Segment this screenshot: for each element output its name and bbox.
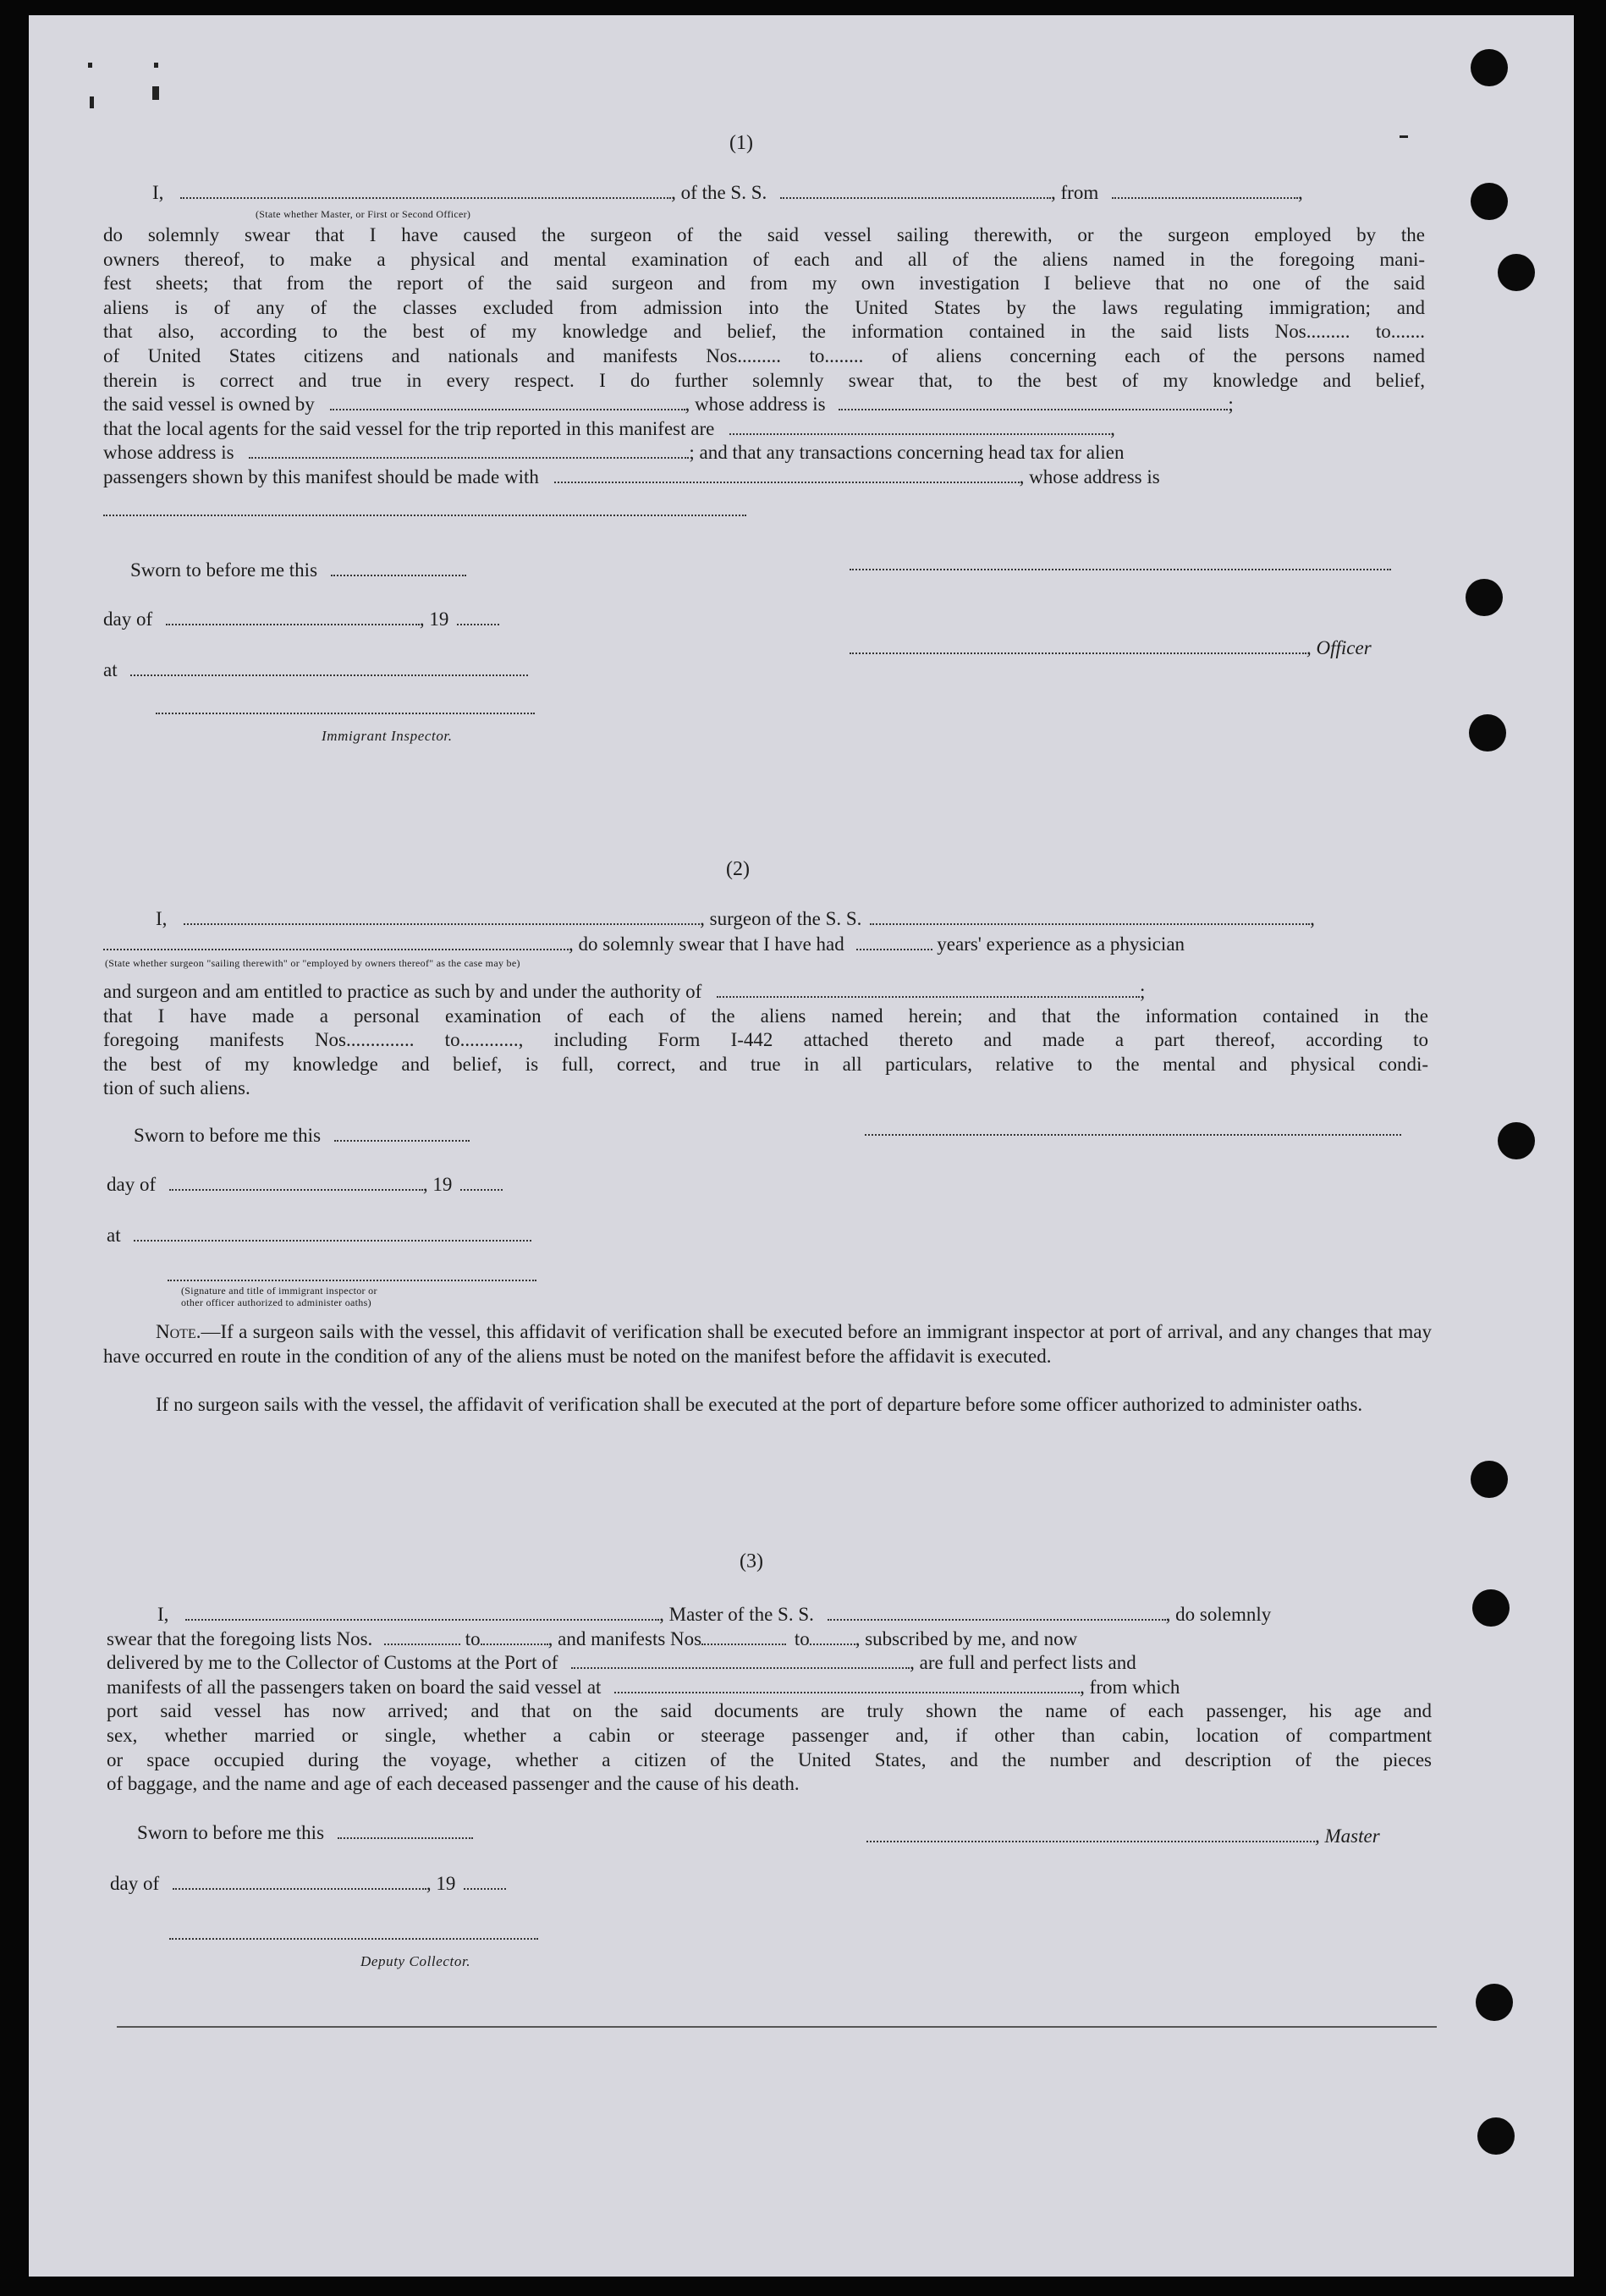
port-field[interactable]	[571, 1654, 910, 1669]
years-field[interactable]	[856, 935, 932, 950]
surgeon-status-field[interactable]	[103, 935, 569, 950]
note-label: Note.	[156, 1321, 201, 1342]
lead-i: I,	[156, 908, 168, 929]
binder-hole	[1471, 1461, 1508, 1498]
section1-body-line: owners thereof, to make a physical and mental examination of each and all of the aliens named in the foregoing mani-	[103, 248, 1425, 270]
lead-i: I,	[152, 182, 164, 203]
collector-signature-field[interactable]	[169, 1936, 538, 1940]
scan-speck	[152, 86, 159, 100]
binder-hole	[1498, 254, 1535, 291]
sworn-label: Sworn to before me this	[137, 1822, 325, 1843]
surgeon-name-field[interactable]	[184, 910, 700, 925]
sworn-line	[130, 559, 466, 582]
place-field[interactable]	[134, 1226, 531, 1242]
authority-line	[103, 980, 1145, 1004]
head-tax-text: ; and that any transactions concerning head tax for alien	[689, 442, 1125, 464]
officer-title-field[interactable]	[850, 639, 1306, 654]
section-number: (1)	[729, 132, 753, 154]
document-sheet	[29, 15, 1574, 2277]
local-agents-field[interactable]	[729, 420, 1110, 435]
month-field[interactable]	[173, 1875, 426, 1890]
section2-body-line: the best of my knowledge and belief, is full, correct, and true in all particulars, relative to the mental and physical condi-	[103, 1053, 1428, 1075]
day-of-line	[103, 608, 499, 631]
note-paragraph-2: If no surgeon sails with the vessel, the affidavit of verification shall be executed at the port of departure before some officer authorized to administer oaths.	[156, 1394, 1363, 1415]
bottom-rule	[117, 2026, 1437, 2028]
section-number: (2)	[726, 858, 750, 880]
from-port-field[interactable]	[1112, 184, 1298, 199]
master-of-label: , Master of the S. S.	[659, 1604, 814, 1625]
authority-field[interactable]	[717, 983, 1140, 998]
whose-address-line	[103, 441, 1124, 465]
inspector-signature-field[interactable]	[156, 711, 535, 714]
year-label: , 19	[426, 1873, 456, 1894]
scan-speck	[88, 63, 92, 68]
year-field[interactable]	[457, 610, 499, 625]
semicolon: ;	[1228, 394, 1234, 415]
lists-to-field[interactable]	[481, 1630, 548, 1645]
section2-body-line: foregoing manifests Nos.............. to............, including Form I-442 attached thereto and made a part thereof, according to	[103, 1029, 1428, 1051]
section3-header-line	[157, 1603, 1271, 1627]
section2-header-line	[156, 907, 1315, 931]
departure-port-field[interactable]	[614, 1678, 1080, 1693]
swear-line	[103, 933, 1185, 956]
delivered-line	[107, 1651, 1136, 1675]
sworn-line	[134, 1124, 470, 1148]
scan-speck	[90, 96, 94, 108]
day-of-line	[110, 1872, 506, 1896]
section1-body-line: fest sheets; that from the report of the said surgeon and from my own investigation I believe that no one of the said	[103, 273, 1425, 295]
collector-label: Deputy Collector.	[360, 1953, 471, 1969]
day-of-line	[107, 1173, 503, 1197]
scan-speck	[154, 63, 158, 68]
section1-body-line: aliens is of any of the classes excluded from admission into the United States by the laws regulating immigration; and	[103, 296, 1425, 318]
year-label: , 19	[419, 608, 449, 630]
binder-hole	[1471, 183, 1508, 220]
section1-body-line: therein is correct and true in every respect. I do further solemnly swear that, to the best of my knowledge and belief,	[103, 369, 1425, 391]
binder-hole	[1472, 1589, 1510, 1627]
surgeon-note: (State whether surgeon "sailing therewith" or "employed by owners thereof" as the case may be)	[105, 957, 520, 969]
master-signature-field[interactable]	[866, 1827, 1315, 1842]
section3-body-line: sex, whether married or single, whether a cabin or steerage passenger and, if other than cabin, location of compartment	[107, 1725, 1432, 1746]
at-label: at	[103, 659, 118, 680]
lists-from-field[interactable]	[384, 1630, 460, 1645]
comma: ,	[1310, 908, 1315, 929]
manifests-label: , and manifests Nos	[547, 1627, 702, 1649]
head-tax-address-field[interactable]	[103, 513, 746, 516]
section1-body-line: of United States citizens and nationals and manifests Nos......... to........ of aliens concerning each of the persons named	[103, 345, 1425, 366]
authority-text: and surgeon and am entitled to practice as such by and under the authority of	[103, 981, 702, 1002]
section2-body-line: that I have made a personal examination of each of the aliens named herein; and that the information contained in the	[103, 1005, 1428, 1027]
at-line	[107, 1224, 531, 1247]
inspector-signature-field[interactable]	[168, 1278, 536, 1281]
manifests-to-field[interactable]	[810, 1630, 855, 1645]
manifests-of-line	[107, 1676, 1180, 1699]
officer-label: , Officer	[1306, 637, 1372, 658]
section-number: (3)	[740, 1550, 763, 1572]
scan-speck	[1400, 135, 1408, 138]
master-label: , Master	[1315, 1825, 1380, 1847]
year-field[interactable]	[460, 1176, 503, 1191]
semicolon: ;	[1140, 981, 1146, 1002]
month-field[interactable]	[169, 1176, 423, 1191]
inspector-label: Immigrant Inspector.	[322, 728, 453, 744]
section3-last-line: of baggage, and the name and age of each deceased passenger and the cause of his death.	[107, 1773, 800, 1795]
year-field[interactable]	[464, 1875, 506, 1890]
officer-line	[850, 636, 1372, 660]
address-label: , whose address is	[1019, 465, 1160, 487]
swear-text: , do solemnly swear that I have had	[569, 933, 844, 955]
binder-hole	[1466, 579, 1503, 616]
address-label: whose address is	[103, 442, 234, 464]
to-label: to	[794, 1627, 810, 1649]
binder-hole	[1469, 714, 1506, 752]
delivered-text: delivered by me to the Collector of Customs at the Port of	[107, 1652, 558, 1674]
of-the-ss-label: , of the S. S.	[671, 182, 767, 203]
at-line	[103, 658, 528, 682]
owned-by-line	[103, 393, 1234, 416]
sworn-day-field[interactable]	[338, 1824, 473, 1839]
years-text: years' experience as a physician	[937, 933, 1185, 955]
day-of-label: day of	[103, 608, 153, 630]
owner-address-field[interactable]	[839, 395, 1228, 410]
sworn-day-field[interactable]	[334, 1126, 470, 1142]
comma: ,	[1110, 417, 1115, 439]
ship-name-field[interactable]	[828, 1605, 1166, 1621]
surgeon-of-label: , surgeon of the S. S.	[700, 908, 862, 929]
sworn-label: Sworn to before me this	[130, 559, 318, 581]
month-field[interactable]	[166, 610, 420, 625]
head-tax-contact-field[interactable]	[554, 468, 1020, 483]
officer-note: (State whether Master, or First or Second Officer)	[256, 208, 471, 220]
comma: ,	[1297, 182, 1303, 203]
lists-line	[107, 1627, 1077, 1651]
day-of-label: day of	[107, 1174, 157, 1195]
note-paragraph	[103, 1320, 1432, 1368]
signature-note: other officer authorized to administer oaths)	[181, 1297, 371, 1308]
signature-note: (Signature and title of immigrant inspector or	[181, 1285, 377, 1297]
from-which-text: , from which	[1080, 1676, 1180, 1698]
from-label: , from	[1051, 182, 1099, 203]
surgeon-signature-field[interactable]	[865, 1132, 1401, 1136]
manifests-of-text: manifests of all the passengers taken on board the said vessel at	[107, 1676, 602, 1698]
local-agents-label: that the local agents for the said vessel for the trip reported in this manifest are	[103, 417, 715, 439]
note-text: —If a surgeon sails with the vessel, this affidavit of verification shall be executed before an immigrant inspector at port of arrival, and any changes that may have occurred en route in the condition of any of the aliens must be noted on the manifest before the affidavit is executed.	[103, 1321, 1432, 1367]
master-line	[866, 1825, 1380, 1848]
master-name-field[interactable]	[185, 1605, 659, 1621]
agent-address-field[interactable]	[249, 443, 689, 459]
swear-lists-text: swear that the foregoing lists Nos.	[107, 1627, 373, 1649]
section2-last-line: tion of such aliens.	[103, 1077, 250, 1099]
place-field[interactable]	[130, 661, 528, 676]
are-full-text: , are full and perfect lists and	[910, 1652, 1136, 1674]
to-label: to	[465, 1627, 481, 1649]
lead-i: I,	[157, 1604, 169, 1625]
passengers-text: passengers shown by this manifest should be made with	[103, 465, 539, 487]
section3-body-line: or space occupied during the voyage, whether a citizen of the United States, and the number and description of the pieces	[107, 1748, 1432, 1770]
binder-hole	[1471, 49, 1508, 86]
binder-hole	[1498, 1122, 1535, 1159]
do-solemnly-text: , do solemnly	[1165, 1604, 1272, 1625]
sworn-label: Sworn to before me this	[134, 1125, 322, 1146]
ship-name-field[interactable]	[780, 184, 1051, 199]
year-label: , 19	[422, 1174, 453, 1195]
section1-body-line: do solemnly swear that I have caused the surgeon of the said vessel sailing therewith, or the surgeon employed by the	[103, 224, 1425, 245]
officer-signature-field[interactable]	[850, 567, 1391, 570]
manifests-from-field[interactable]	[701, 1630, 786, 1645]
passengers-line	[103, 465, 1160, 489]
owned-by-label: the said vessel is owned by	[103, 394, 315, 415]
section3-body-line: port said vessel has now arrived; and that on the said documents are truly shown the name of each passenger, his age and	[107, 1700, 1432, 1722]
officer-name-field[interactable]	[180, 184, 671, 199]
local-agents-line	[103, 417, 1115, 441]
sworn-day-field[interactable]	[331, 561, 466, 576]
subscribed-text: , subscribed by me, and now	[855, 1627, 1078, 1649]
owner-field[interactable]	[330, 395, 685, 410]
ship-name-field[interactable]	[870, 910, 1310, 925]
address-label: , whose address is	[685, 394, 826, 415]
sworn-line	[137, 1821, 473, 1845]
binder-hole	[1477, 2117, 1515, 2155]
section1-body-line: that also, according to the best of my knowledge and belief, the information contained in the said lists Nos......... to.......	[103, 321, 1425, 343]
section1-header-line	[152, 181, 1428, 205]
binder-hole	[1476, 1984, 1513, 2021]
day-of-label: day of	[110, 1873, 160, 1894]
at-label: at	[107, 1225, 121, 1246]
